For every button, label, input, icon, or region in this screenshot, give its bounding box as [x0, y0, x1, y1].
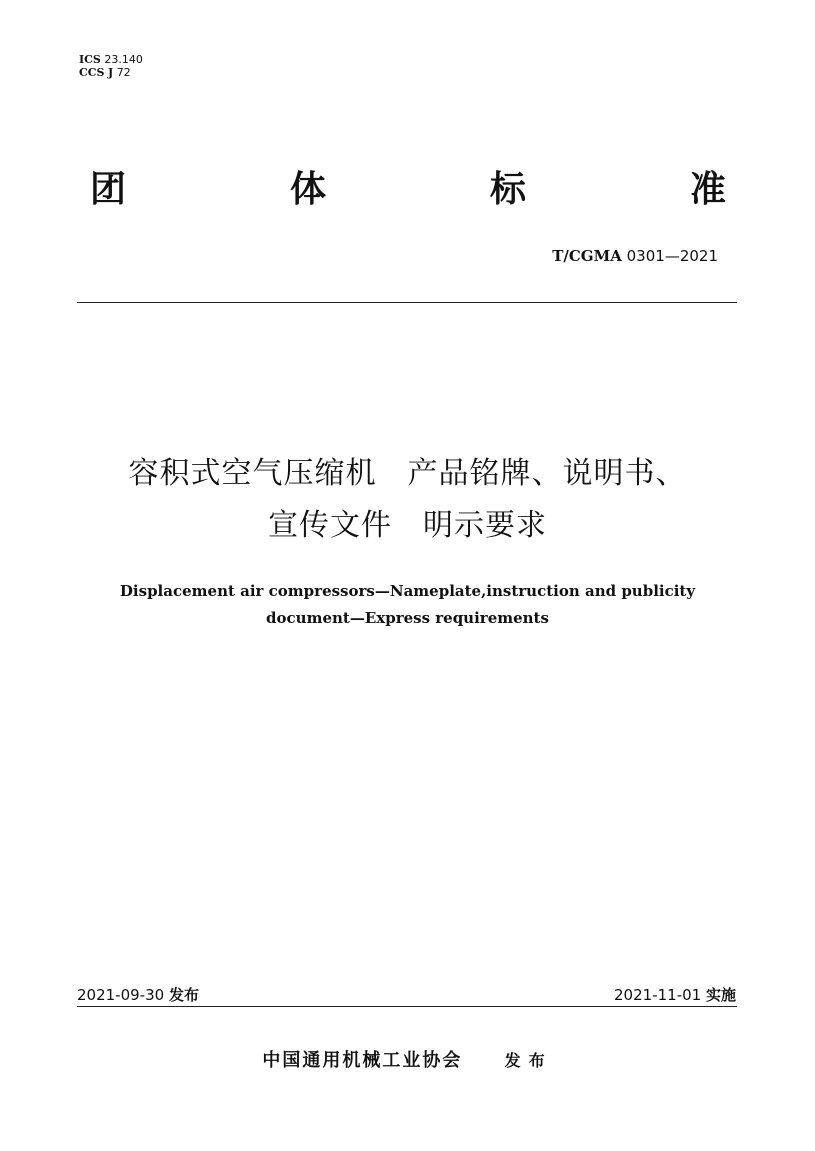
ccs-code: 72 — [116, 66, 131, 79]
standard-number-value: 0301—2021 — [626, 247, 718, 265]
publisher-name: 中国通用机械工业协会 — [262, 1050, 463, 1071]
issue-date: 2021-09-30 — [77, 986, 165, 1004]
classification-codes — [79, 53, 143, 79]
ccs-label: CCS — [79, 66, 105, 79]
footer-divider — [77, 1006, 737, 1007]
ics-code: 23.140 — [104, 53, 143, 66]
english-title-line-1: Displacement air compressors—Nameplate,instruction and publicity — [119, 582, 696, 600]
implement-date-block — [614, 984, 736, 1005]
ics-line — [79, 53, 143, 66]
ics-label: ICS — [79, 53, 101, 66]
english-title — [60, 578, 755, 632]
header-divider — [77, 302, 737, 303]
standard-type-char: 标 — [489, 169, 526, 210]
standard-type-heading — [90, 166, 726, 214]
english-title-line-2: document—Express requirements — [266, 609, 549, 627]
implement-label: 实施 — [705, 986, 736, 1004]
chinese-title — [60, 448, 755, 552]
publisher-line — [0, 1046, 815, 1072]
issue-date-block — [77, 984, 199, 1005]
standard-prefix: T/CGMA — [552, 247, 622, 265]
issue-label: 发布 — [168, 986, 199, 1004]
ccs-line — [79, 66, 143, 79]
standard-type-char: 准 — [689, 169, 726, 210]
standard-type-char: 团 — [90, 169, 127, 210]
publisher-verb: 发布 — [504, 1051, 553, 1070]
standard-type-char: 体 — [289, 169, 326, 210]
chinese-title-line-1: 容积式空气压缩机 产品铭牌、说明书、 — [128, 456, 687, 491]
implement-date: 2021-11-01 — [614, 986, 702, 1004]
chinese-title-line-2: 宣传文件 明示要求 — [268, 508, 547, 543]
standard-number — [552, 247, 718, 265]
ccs-letter: J — [107, 66, 114, 79]
